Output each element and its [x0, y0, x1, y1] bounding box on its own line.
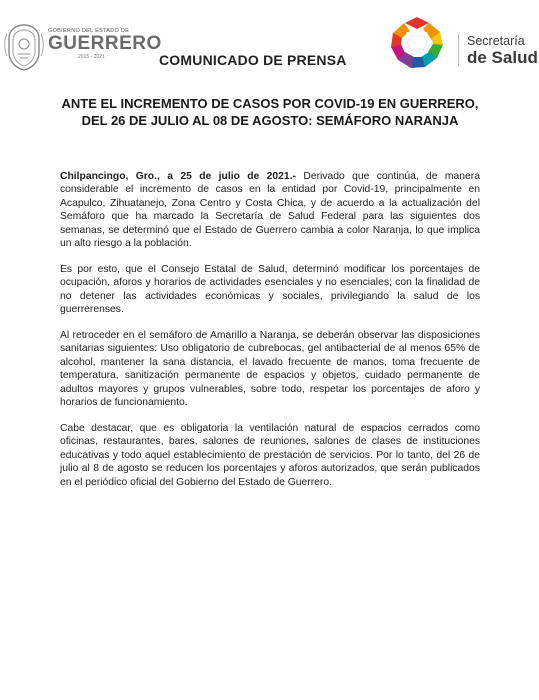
- logo-divider: [458, 34, 459, 66]
- dateline: Chilpancingo, Gro., a 25 de julio de 2021.-: [60, 171, 296, 182]
- paragraph-2: Es por esto, que el Consejo Estatal de Salud, determinó modificar los porcentajes de ocupación, aforos y horarios de actividades esenciales y no esenciales; con la finalidad de no detener las actividades económicas y sociales, privilegiando la salud de los guerrerenses.: [60, 263, 480, 316]
- gobierno-guerrero-logo: [4, 22, 162, 74]
- gov-name: GUERRERO: [48, 33, 162, 54]
- letterhead: [0, 0, 539, 90]
- press-title: COMUNICADO DE PRENSA: [159, 52, 347, 68]
- salud-big-text: de Salud: [467, 48, 538, 67]
- paragraph-1-text: Derivado que continúa, de manera considerable el incremento de casos en la entidad por Covid-19, principalmente en Acapulco, Zihuatanejo, Zona Centro y Costa Chica, y de acuerdo a la actualización del Semáforo que ha marcado la Secretaría de Salud Federal para las siguientes dos semanas, se determinó que el Estado de Guerrero cambia a color Naranja, lo que implica un alto riesgo a la población.: [60, 171, 480, 250]
- paragraph-1: [60, 170, 480, 250]
- press-body: [60, 170, 480, 502]
- secretaria-salud-logo: [388, 14, 538, 84]
- headline: ANTE EL INCREMENTO DE CASOS POR COVID-19 EN GUERRERO, DEL 26 DE JULIO AL 08 DE AGOSTO: SEMÁFORO NARANJA: [61, 96, 479, 128]
- coat-of-arms-icon: [4, 22, 44, 72]
- gov-small-text: GOBIERNO DEL ESTADO DE: [48, 28, 130, 34]
- paragraph-4: Cabe destacar, que es obligatoria la ventilación natural de espacios cerrados como oficinas, restaurantes, bares, salones de reuniones, salones de clases de instituciones educativas y todo aquel establecimiento de prestación de servicios. Por lo tanto, del 26 de julio al 8 de agosto se reducen los porcentajes y aforos autorizados, que serán publicados en el periódico oficial del Gobierno del Estado de Guerrero.: [60, 423, 480, 488]
- gov-years: 2015 - 2021: [78, 54, 105, 60]
- secretaria-salud-logo-icon: [388, 14, 446, 72]
- salud-small-text: Secretaría: [467, 34, 525, 48]
- paragraph-3: Al retroceder en el semáforo de Amarillo a Naranja, se deberán observar las disposiciones sanitarias siguientes: Uso obligatorio de cubrebocas, gel antibacterial de al menos 65% de alcohol, mantener la sana distancia, el lavado frecuente de manos, toma frecuente de temperatura, sanitización permanente de espacios y objetos, cuidado permanente de adultos mayores y grupos vulnerables, sobre todo, respetar los porcentajes de aforo y horarios de funcionamiento.: [60, 330, 480, 409]
